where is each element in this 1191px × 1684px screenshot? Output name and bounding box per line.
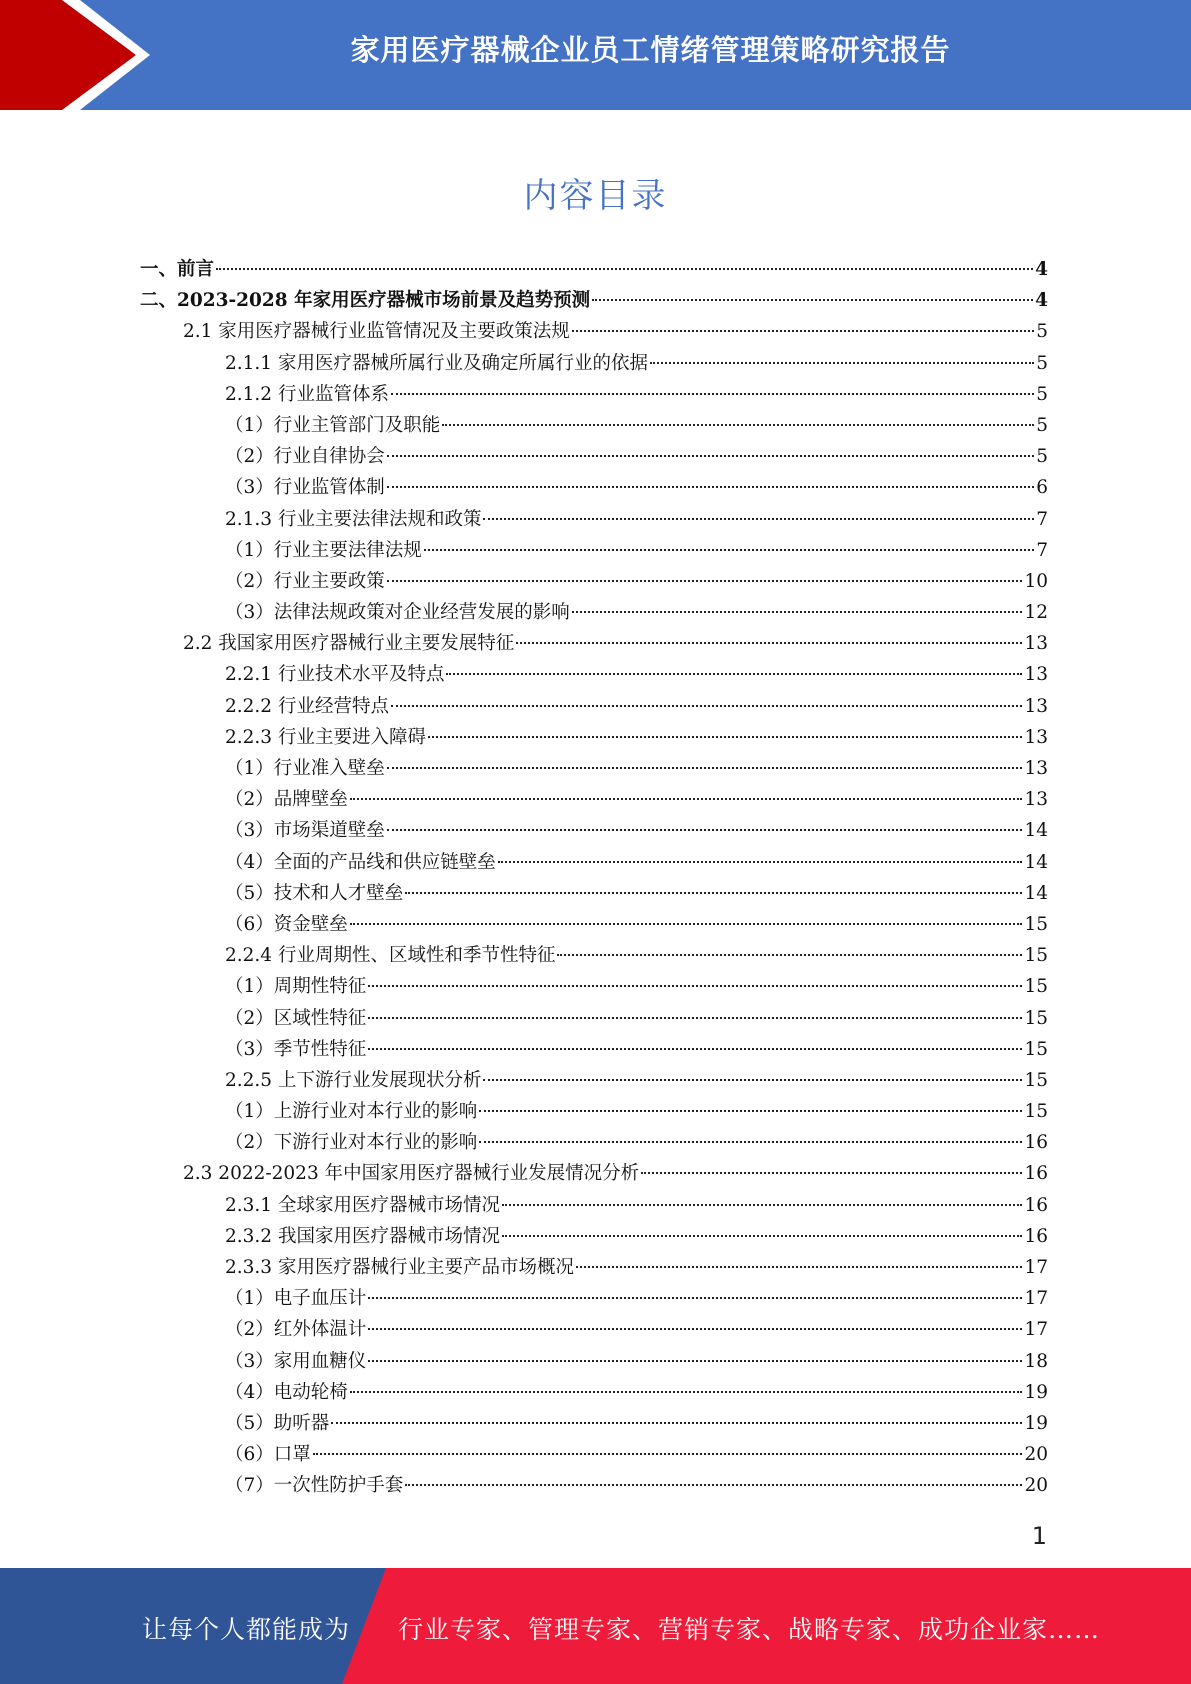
toc-dot-leader bbox=[592, 298, 1033, 301]
toc-entry-title: 2.2 我国家用医疗器械行业主要发展特征 bbox=[183, 633, 515, 655]
toc-dot-leader bbox=[368, 1296, 1022, 1299]
toc-entry-page: 5 bbox=[1036, 446, 1048, 468]
toc-entry-title: （4）电动轮椅 bbox=[225, 1381, 348, 1403]
toc-entry-page: 13 bbox=[1024, 758, 1048, 779]
toc-entry-title: 2.2.1 行业技术水平及特点 bbox=[225, 664, 445, 686]
toc-entry-title: 2.2.5 上下游行业发展现状分析 bbox=[225, 1069, 482, 1091]
toc-entry[interactable] bbox=[140, 1252, 1048, 1283]
toc-entry[interactable] bbox=[140, 441, 1048, 472]
toc-entry-page: 7 bbox=[1036, 539, 1048, 561]
toc-entry-page: 15 bbox=[1024, 1007, 1048, 1029]
toc-entry[interactable] bbox=[140, 535, 1048, 566]
toc-entry-title: （4）全面的产品线和供应链壁垒 bbox=[225, 851, 496, 873]
toc-dot-leader bbox=[387, 454, 1034, 457]
toc-entry-title: （1）电子血压计 bbox=[225, 1288, 367, 1310]
toc-entry-page: 16 bbox=[1024, 1132, 1048, 1154]
toc-entry[interactable] bbox=[140, 628, 1048, 659]
toc-entry-page: 13 bbox=[1024, 664, 1048, 686]
page-footer bbox=[0, 1568, 1191, 1684]
toc-entry-title: （1）行业主要法律法规 bbox=[225, 539, 422, 561]
toc-entry-title: （3）法律法规政策对企业经营发展的影响 bbox=[225, 602, 570, 624]
toc-dot-leader bbox=[350, 797, 1023, 800]
toc-dot-leader bbox=[479, 1140, 1022, 1143]
toc-entry[interactable] bbox=[140, 847, 1048, 878]
toc-dot-leader bbox=[650, 361, 1034, 364]
toc-entry-title: （2）区域性特征 bbox=[225, 1007, 367, 1029]
toc-dot-leader bbox=[368, 1327, 1022, 1330]
toc-entry[interactable] bbox=[140, 1314, 1048, 1345]
toc-dot-leader bbox=[387, 766, 1023, 769]
toc-entry[interactable] bbox=[140, 1377, 1048, 1408]
toc-entry[interactable] bbox=[140, 1034, 1048, 1065]
toc-entry-page: 4 bbox=[1035, 290, 1048, 312]
toc-entry[interactable] bbox=[140, 691, 1048, 722]
toc-dot-leader bbox=[387, 828, 1023, 831]
toc-entry[interactable] bbox=[140, 1283, 1048, 1314]
toc-entry-title: （3）市场渠道壁垒 bbox=[225, 820, 385, 842]
toc-entry[interactable] bbox=[140, 597, 1048, 628]
toc-entry[interactable] bbox=[140, 504, 1048, 535]
toc-entry-title: （5）技术和人才壁垒 bbox=[225, 882, 404, 904]
footer-slogan-right: 行业专家、管理专家、营销专家、战略专家、成功企业家…… bbox=[398, 1615, 1101, 1644]
toc-entry-page: 15 bbox=[1024, 976, 1048, 998]
toc-entry-page: 14 bbox=[1024, 820, 1048, 842]
toc-entry[interactable] bbox=[140, 909, 1048, 940]
toc-entry[interactable] bbox=[140, 285, 1048, 316]
toc-heading: 内容目录 bbox=[523, 176, 668, 216]
toc-entry-page: 14 bbox=[1024, 851, 1048, 873]
toc-entry-page: 15 bbox=[1024, 945, 1048, 967]
toc-entry-title: （3）家用血糖仪 bbox=[225, 1350, 367, 1372]
toc-entry[interactable] bbox=[140, 722, 1048, 753]
toc-entry-page: 15 bbox=[1024, 1069, 1048, 1091]
toc-entry[interactable] bbox=[140, 1003, 1048, 1034]
toc-entry-title: 2.2.3 行业主要进入障碍 bbox=[225, 726, 426, 748]
toc-dot-leader bbox=[391, 704, 1022, 707]
toc-entry-page: 4 bbox=[1035, 259, 1048, 280]
toc-entry[interactable] bbox=[140, 971, 1048, 1002]
toc-entry-page: 7 bbox=[1036, 508, 1048, 530]
toc-entry-title: （3）行业监管体制 bbox=[225, 477, 385, 499]
toc-entry[interactable] bbox=[140, 1127, 1048, 1158]
toc-dot-leader bbox=[516, 641, 1022, 644]
toc-entry-title: 一、前言 bbox=[140, 259, 215, 280]
toc-entry-page: 19 bbox=[1024, 1381, 1048, 1403]
toc-dot-leader bbox=[424, 548, 1034, 551]
toc-entry-title: （2）红外体温计 bbox=[225, 1319, 367, 1341]
toc-entry-page: 5 bbox=[1036, 414, 1048, 436]
toc-entry-title: （1）行业主管部门及职能 bbox=[225, 414, 441, 436]
toc-entry-title: （6）资金壁垒 bbox=[225, 913, 348, 935]
toc-entry-page: 13 bbox=[1024, 726, 1048, 748]
toc-entry[interactable] bbox=[140, 348, 1048, 379]
toc-entry-title: （1）周期性特征 bbox=[225, 976, 367, 998]
toc-entry-page: 15 bbox=[1024, 913, 1048, 935]
toc-entry[interactable] bbox=[140, 566, 1048, 597]
toc-entry-page: 17 bbox=[1024, 1319, 1048, 1341]
toc-entry[interactable] bbox=[140, 1065, 1048, 1096]
toc-entry-title: （5）助听器 bbox=[225, 1412, 330, 1434]
toc-entry-page: 17 bbox=[1024, 1288, 1048, 1310]
toc-entry-page: 13 bbox=[1024, 633, 1048, 655]
toc-entry-title: 2.1 家用医疗器械行业监管情况及主要政策法规 bbox=[183, 321, 570, 343]
toc-entry[interactable] bbox=[140, 410, 1048, 441]
toc-entry-page: 16 bbox=[1024, 1194, 1048, 1216]
toc-entry-page: 20 bbox=[1024, 1475, 1048, 1497]
toc-entry[interactable] bbox=[140, 1190, 1048, 1221]
toc-entry-page: 18 bbox=[1024, 1350, 1048, 1372]
toc-entry-title: 2.1.1 家用医疗器械所属行业及确定所属行业的依据 bbox=[225, 352, 648, 374]
toc-entry-page: 19 bbox=[1024, 1412, 1048, 1434]
toc-entry-title: 2.3.2 我国家用医疗器械市场情况 bbox=[225, 1225, 500, 1247]
toc-dot-leader bbox=[428, 735, 1022, 738]
page-header bbox=[0, 0, 1191, 110]
toc-entry-page: 10 bbox=[1024, 570, 1048, 592]
toc-entry[interactable] bbox=[140, 878, 1048, 909]
toc-entry[interactable] bbox=[140, 1408, 1048, 1439]
toc-dot-leader bbox=[498, 860, 1023, 863]
toc-entry-page: 5 bbox=[1036, 352, 1048, 374]
toc-entry-title: （2）品牌壁垒 bbox=[225, 789, 348, 811]
toc-dot-leader bbox=[572, 329, 1034, 332]
toc-entry[interactable] bbox=[140, 316, 1048, 347]
toc-entry-page: 5 bbox=[1036, 321, 1048, 343]
toc-entry-title: 2.3 2022-2023 年中国家用医疗器械行业发展情况分析 bbox=[183, 1163, 640, 1185]
toc-entry-title: 2.2.4 行业周期性、区域性和季节性特征 bbox=[225, 945, 556, 967]
toc-entry-title: （7）一次性防护手套 bbox=[225, 1475, 404, 1497]
toc-entry-title: 2.1.3 行业主要法律法规和政策 bbox=[225, 508, 482, 530]
table-of-contents bbox=[140, 254, 1048, 1502]
toc-entry-title: （3）季节性特征 bbox=[225, 1038, 367, 1060]
toc-entry-page: 13 bbox=[1024, 789, 1048, 811]
toc-dot-leader bbox=[368, 1016, 1022, 1019]
toc-entry-title: 2.3.1 全球家用医疗器械市场情况 bbox=[225, 1194, 500, 1216]
toc-entry-title: （1）行业准入壁垒 bbox=[225, 758, 385, 779]
toc-dot-leader bbox=[350, 1390, 1023, 1393]
toc-entry-title: 2.3.3 家用医疗器械行业主要产品市场概况 bbox=[225, 1257, 574, 1278]
toc-entry[interactable] bbox=[140, 1439, 1048, 1470]
toc-entry-title: （2）行业主要政策 bbox=[225, 570, 385, 592]
toc-entry-page: 16 bbox=[1024, 1225, 1048, 1247]
toc-entry-title: （1）上游行业对本行业的影响 bbox=[225, 1101, 478, 1123]
toc-dot-leader bbox=[483, 517, 1034, 520]
toc-entry-title: （2）下游行业对本行业的影响 bbox=[225, 1132, 478, 1154]
toc-entry-title: 2.2.2 行业经营特点 bbox=[225, 695, 389, 717]
toc-dot-leader bbox=[216, 267, 1033, 270]
toc-entry-page: 14 bbox=[1024, 882, 1048, 904]
toc-entry-title: （6）口罩 bbox=[225, 1444, 311, 1466]
toc-entry-title: 2.1.2 行业监管体系 bbox=[225, 383, 389, 405]
toc-entry-title: （2）行业自律协会 bbox=[225, 446, 385, 468]
page-number: 1 bbox=[1031, 1522, 1047, 1550]
toc-dot-leader bbox=[502, 1234, 1022, 1237]
toc-dot-leader bbox=[557, 953, 1022, 956]
toc-dot-leader bbox=[405, 891, 1022, 894]
toc-entry[interactable] bbox=[140, 254, 1048, 285]
report-title: 家用医疗器械企业员工情绪管理策略研究报告 bbox=[350, 33, 951, 67]
toc-entry[interactable] bbox=[140, 1096, 1048, 1127]
toc-entry-page: 15 bbox=[1024, 1038, 1048, 1060]
toc-entry[interactable] bbox=[140, 1221, 1048, 1252]
toc-dot-leader bbox=[641, 1171, 1022, 1174]
toc-entry[interactable] bbox=[140, 1346, 1048, 1377]
toc-dot-leader bbox=[368, 1359, 1022, 1362]
toc-dot-leader bbox=[391, 392, 1034, 395]
toc-dot-leader bbox=[576, 1265, 1022, 1268]
toc-dot-leader bbox=[350, 922, 1023, 925]
toc-dot-leader bbox=[446, 672, 1022, 675]
toc-dot-leader bbox=[483, 1078, 1022, 1081]
toc-entry-page: 13 bbox=[1024, 695, 1048, 717]
toc-dot-leader bbox=[405, 1483, 1022, 1486]
toc-entry[interactable] bbox=[140, 1158, 1048, 1189]
toc-entry-page: 6 bbox=[1036, 477, 1048, 499]
toc-entry[interactable] bbox=[140, 940, 1048, 971]
toc-dot-leader bbox=[442, 423, 1034, 426]
toc-entry[interactable] bbox=[140, 472, 1048, 503]
toc-entry[interactable] bbox=[140, 1470, 1048, 1501]
toc-entry[interactable] bbox=[140, 753, 1048, 784]
toc-entry[interactable] bbox=[140, 784, 1048, 815]
toc-dot-leader bbox=[572, 610, 1023, 613]
toc-dot-leader bbox=[479, 1109, 1022, 1112]
toc-entry-page: 5 bbox=[1036, 383, 1048, 405]
toc-dot-leader bbox=[313, 1452, 1023, 1455]
toc-dot-leader bbox=[387, 485, 1034, 488]
toc-dot-leader bbox=[368, 1047, 1022, 1050]
toc-entry[interactable] bbox=[140, 659, 1048, 690]
toc-dot-leader bbox=[387, 579, 1023, 582]
footer-slogan-left: 让每个人都能成为 bbox=[142, 1615, 351, 1644]
toc-entry[interactable] bbox=[140, 815, 1048, 846]
toc-entry-page: 16 bbox=[1024, 1163, 1048, 1185]
toc-entry-page: 12 bbox=[1024, 602, 1048, 624]
toc-entry-page: 20 bbox=[1024, 1444, 1048, 1466]
toc-entry-page: 15 bbox=[1024, 1101, 1048, 1123]
toc-entry[interactable] bbox=[140, 379, 1048, 410]
toc-dot-leader bbox=[502, 1203, 1022, 1206]
toc-entry-title: 二、2023-2028 年家用医疗器械市场前景及趋势预测 bbox=[140, 290, 591, 312]
toc-dot-leader bbox=[331, 1421, 1022, 1424]
toc-dot-leader bbox=[368, 984, 1022, 987]
toc-entry-page: 17 bbox=[1024, 1257, 1048, 1278]
